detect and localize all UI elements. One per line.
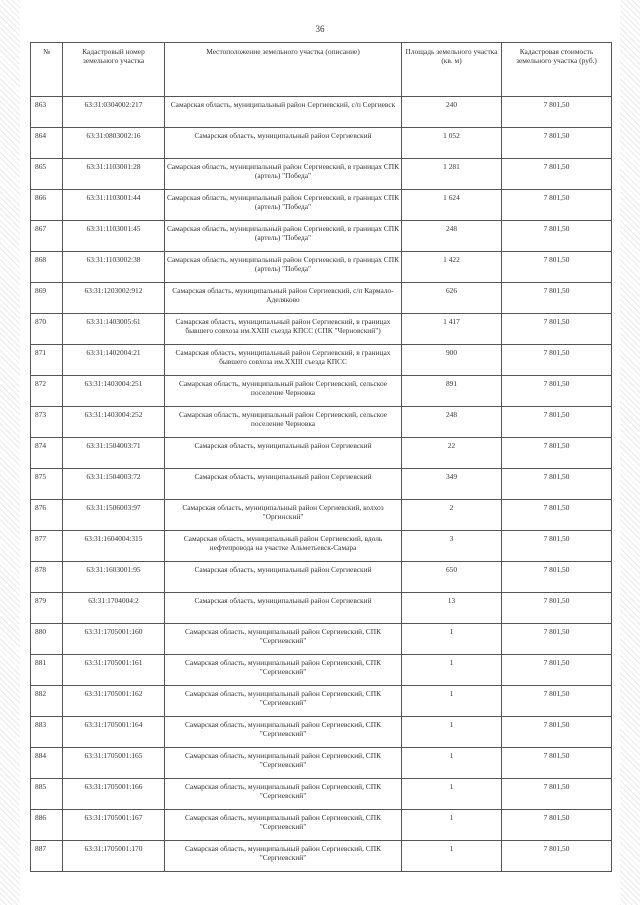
cell-value: 7 801,50 (502, 655, 612, 686)
cell-area: 1 281 (402, 159, 502, 190)
cell-location: Самарская область, муниципальный район Сергиевский, СПК "Сергиевский" (165, 655, 402, 686)
header-num: № (31, 43, 63, 97)
cell-value: 7 801,50 (502, 562, 612, 593)
cell-value: 7 801,50 (502, 283, 612, 314)
cell-location: Самарская область, муниципальный район Сергиевский (165, 438, 402, 469)
cell-cadastral: 63:31:1705001:166 (63, 779, 165, 810)
cell-area: 13 (402, 593, 502, 624)
cell-num: 865 (31, 159, 63, 190)
cell-area: 626 (402, 283, 502, 314)
cell-cadastral: 63:31:1705001:160 (63, 624, 165, 655)
cell-area: 248 (402, 221, 502, 252)
cell-num: 867 (31, 221, 63, 252)
cell-num: 868 (31, 252, 63, 283)
cell-area: 3 (402, 531, 502, 562)
cell-cadastral: 63:31:1506003:97 (63, 500, 165, 531)
cell-cadastral: 63:31:1705001:164 (63, 717, 165, 748)
cell-value: 7 801,50 (502, 190, 612, 221)
cell-area: 1 (402, 686, 502, 717)
cell-location: Самарская область, муниципальный район Сергиевский, колхоз "Оргинский" (165, 500, 402, 531)
cell-location: Самарская область, муниципальный район Сергиевский (165, 562, 402, 593)
cell-location: Самарская область, муниципальный район Сергиевский, с/п Кармало-Аделяково (165, 283, 402, 314)
cell-value: 7 801,50 (502, 748, 612, 779)
cell-num: 885 (31, 779, 63, 810)
cell-location: Самарская область, муниципальный район Сергиевский, с/п Сергиевск (165, 97, 402, 128)
table-row (31, 283, 612, 314)
cell-num: 886 (31, 810, 63, 841)
table-row (31, 190, 612, 221)
cell-area: 1 (402, 810, 502, 841)
table-row (31, 562, 612, 593)
cell-location: Самарская область, муниципальный район Сергиевский, в границах СПК (артель) "Победа" (165, 159, 402, 190)
cell-location: Самарская область, муниципальный район Сергиевский, сельское поселение Черновка (165, 376, 402, 407)
cell-num: 887 (31, 841, 63, 872)
cell-area: 1 (402, 779, 502, 810)
cell-location: Самарская область, муниципальный район Сергиевский (165, 128, 402, 159)
cell-location: Самарская область, муниципальный район Сергиевский, СПК "Сергиевский" (165, 686, 402, 717)
table-row (31, 407, 612, 438)
cell-cadastral: 63:31:1705001:162 (63, 686, 165, 717)
cell-num: 864 (31, 128, 63, 159)
cell-location: Самарская область, муниципальный район Сергиевский, в границах СПК (артель) "Победа" (165, 190, 402, 221)
cell-cadastral: 63:31:1705001:161 (63, 655, 165, 686)
cell-value: 7 801,50 (502, 252, 612, 283)
cell-location: Самарская область, муниципальный район Сергиевский, СПК "Сергиевский" (165, 717, 402, 748)
table-row (31, 376, 612, 407)
cell-cadastral: 63:31:1504003:71 (63, 438, 165, 469)
table-header-row (31, 43, 612, 97)
cell-cadastral: 63:31:1705001:170 (63, 841, 165, 872)
cell-location: Самарская область, муниципальный район Сергиевский, в границах СПК (артель) "Победа" (165, 221, 402, 252)
cell-value: 7 801,50 (502, 159, 612, 190)
land-plots-table (30, 42, 612, 872)
cell-area: 1 (402, 624, 502, 655)
table-row (31, 314, 612, 345)
table-row (31, 717, 612, 748)
cell-num: 883 (31, 717, 63, 748)
cell-area: 22 (402, 438, 502, 469)
cell-num: 871 (31, 345, 63, 376)
cell-location: Самарская область, муниципальный район Сергиевский, в границах бывшего совхоза им.XXIII съезда КПСС (СПК "Черновский") (165, 314, 402, 345)
cell-num: 866 (31, 190, 63, 221)
table-row (31, 469, 612, 500)
cell-area: 1 (402, 841, 502, 872)
cell-value: 7 801,50 (502, 779, 612, 810)
cell-area: 650 (402, 562, 502, 593)
cell-cadastral: 63:31:1402004:21 (63, 345, 165, 376)
table-row (31, 159, 612, 190)
cell-cadastral: 63:31:0803002:16 (63, 128, 165, 159)
cell-area: 1 (402, 717, 502, 748)
cell-value: 7 801,50 (502, 407, 612, 438)
cell-cadastral: 63:31:1603001:95 (63, 562, 165, 593)
cell-value: 7 801,50 (502, 841, 612, 872)
cell-num: 882 (31, 686, 63, 717)
cell-value: 7 801,50 (502, 500, 612, 531)
cell-value: 7 801,50 (502, 314, 612, 345)
cell-location: Самарская область, муниципальный район Сергиевский, СПК "Сергиевский" (165, 810, 402, 841)
cell-cadastral: 63:31:1403004:251 (63, 376, 165, 407)
scan-edge-right (620, 0, 640, 905)
cell-area: 1 624 (402, 190, 502, 221)
cell-value: 7 801,50 (502, 717, 612, 748)
cell-cadastral: 63:31:1705001:167 (63, 810, 165, 841)
cell-num: 872 (31, 376, 63, 407)
header-value: Кадастровая стоимость земельного участка (руб.) (502, 43, 612, 97)
cell-value: 7 801,50 (502, 376, 612, 407)
table-row (31, 531, 612, 562)
cell-num: 879 (31, 593, 63, 624)
table-row (31, 593, 612, 624)
cell-num: 876 (31, 500, 63, 531)
cell-area: 2 (402, 500, 502, 531)
cell-cadastral: 63:31:1403004:252 (63, 407, 165, 438)
table-row (31, 655, 612, 686)
cell-area: 1 422 (402, 252, 502, 283)
table-row (31, 438, 612, 469)
cell-area: 1 (402, 655, 502, 686)
cell-value: 7 801,50 (502, 593, 612, 624)
header-area: Площадь земельного участка (кв. м) (402, 43, 502, 97)
cell-area: 240 (402, 97, 502, 128)
cell-value: 7 801,50 (502, 531, 612, 562)
cell-num: 863 (31, 97, 63, 128)
table-row (31, 810, 612, 841)
cell-location: Самарская область, муниципальный район Сергиевский, СПК "Сергиевский" (165, 841, 402, 872)
cell-value: 7 801,50 (502, 345, 612, 376)
cell-cadastral: 63:31:1504003:72 (63, 469, 165, 500)
table-row (31, 97, 612, 128)
cell-value: 7 801,50 (502, 469, 612, 500)
cell-location: Самарская область, муниципальный район Сергиевский, в границах бывшего совхоза им.XXIII съезда КПСС (165, 345, 402, 376)
cell-area: 1 417 (402, 314, 502, 345)
cell-location: Самарская область, муниципальный район Сергиевский, СПК "Сергиевский" (165, 779, 402, 810)
cell-value: 7 801,50 (502, 221, 612, 252)
cell-cadastral: 63:31:0304002:217 (63, 97, 165, 128)
cell-location: Самарская область, муниципальный район Сергиевский, СПК "Сергиевский" (165, 624, 402, 655)
table-row (31, 252, 612, 283)
cell-num: 873 (31, 407, 63, 438)
table-row (31, 345, 612, 376)
cell-cadastral: 63:31:1705001:165 (63, 748, 165, 779)
cell-cadastral: 63:31:1103001:28 (63, 159, 165, 190)
table-row (31, 624, 612, 655)
cell-num: 874 (31, 438, 63, 469)
cell-num: 880 (31, 624, 63, 655)
cell-area: 1 052 (402, 128, 502, 159)
scan-edge-left (0, 0, 20, 905)
header-location: Местоположение земельного участка (описание) (165, 43, 402, 97)
cell-num: 877 (31, 531, 63, 562)
cell-area: 1 (402, 748, 502, 779)
cell-num: 878 (31, 562, 63, 593)
cell-location: Самарская область, муниципальный район Сергиевский, в границах СПК (артель) "Победа" (165, 252, 402, 283)
header-cadastral: Кадастровый номер земельного участка (63, 43, 165, 97)
cell-cadastral: 63:31:1103001:45 (63, 221, 165, 252)
cell-value: 7 801,50 (502, 128, 612, 159)
cell-location: Самарская область, муниципальный район Сергиевский, сельское поселение Черновка (165, 407, 402, 438)
cell-area: 891 (402, 376, 502, 407)
cell-num: 869 (31, 283, 63, 314)
cell-value: 7 801,50 (502, 438, 612, 469)
cell-cadastral: 63:31:1604004:315 (63, 531, 165, 562)
cell-location: Самарская область, муниципальный район Сергиевский, СПК "Сергиевский" (165, 748, 402, 779)
table-row (31, 779, 612, 810)
table-row (31, 686, 612, 717)
cell-num: 884 (31, 748, 63, 779)
cell-cadastral: 63:31:1403005:61 (63, 314, 165, 345)
cell-location: Самарская область, муниципальный район Сергиевский (165, 469, 402, 500)
cell-area: 248 (402, 407, 502, 438)
cell-cadastral: 63:31:1103002:38 (63, 252, 165, 283)
cell-num: 870 (31, 314, 63, 345)
table-row (31, 841, 612, 872)
cell-cadastral: 63:31:1704004:2 (63, 593, 165, 624)
table-row (31, 128, 612, 159)
cell-value: 7 801,50 (502, 97, 612, 128)
cell-cadastral: 63:31:1103001:44 (63, 190, 165, 221)
cell-value: 7 801,50 (502, 810, 612, 841)
cell-num: 875 (31, 469, 63, 500)
cell-num: 881 (31, 655, 63, 686)
cell-value: 7 801,50 (502, 686, 612, 717)
cell-area: 900 (402, 345, 502, 376)
cell-value: 7 801,50 (502, 624, 612, 655)
cell-cadastral: 63:31:1203002:912 (63, 283, 165, 314)
table-row (31, 748, 612, 779)
page-number: 36 (315, 24, 325, 34)
table-row (31, 221, 612, 252)
cell-location: Самарская область, муниципальный район Сергиевский, вдоль нефтепровода на участке Альметьевск-Самара (165, 531, 402, 562)
table-row (31, 500, 612, 531)
cell-location: Самарская область, муниципальный район Сергиевский (165, 593, 402, 624)
cell-area: 349 (402, 469, 502, 500)
